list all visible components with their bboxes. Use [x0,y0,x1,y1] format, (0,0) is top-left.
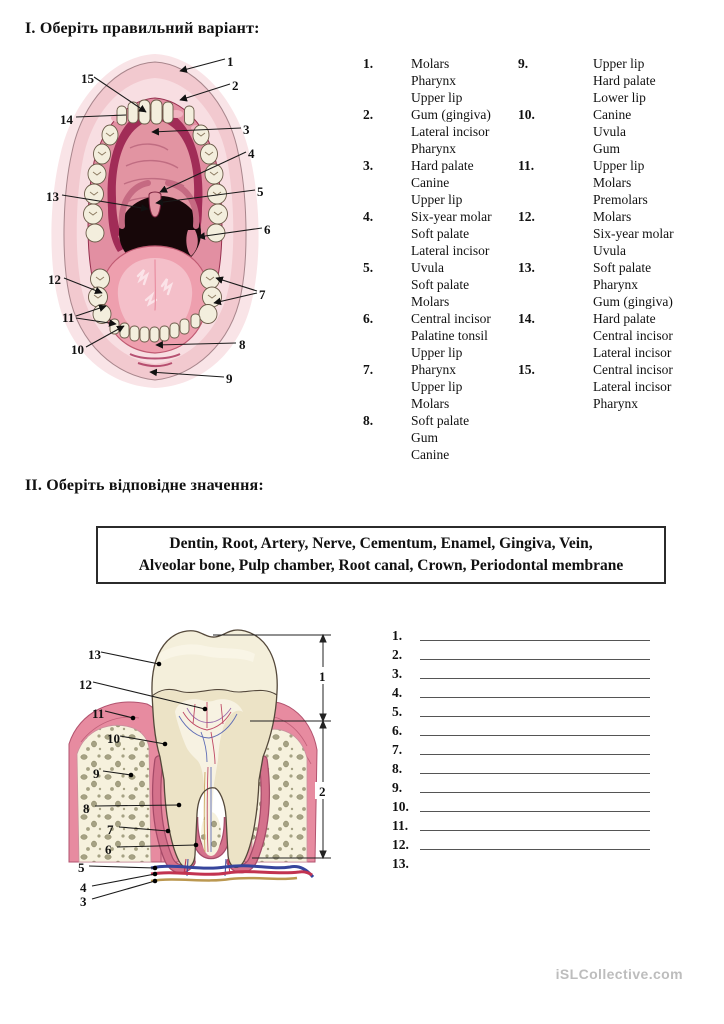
answer-blank[interactable] [420,640,650,641]
blank-row [392,684,654,703]
answer-option[interactable]: Upper lip [411,345,463,360]
question-item [518,55,693,106]
answer-option[interactable]: Palatine tonsil [411,328,488,343]
question-item [363,106,518,157]
answer-blank[interactable] [420,754,650,755]
options-column-2 [518,55,693,412]
blank-row [392,722,654,741]
question-number: 6. [363,311,374,326]
answer-option[interactable]: Soft palate [411,413,470,428]
blank-number: 2. [392,647,403,662]
question-item [363,310,518,361]
blank-number: 9. [392,780,403,795]
answer-blank[interactable] [420,849,650,850]
question-number: 7. [363,362,374,377]
answer-option[interactable]: Pharynx [411,73,456,88]
answer-blank[interactable] [420,678,650,679]
question-item [363,157,518,208]
answer-option[interactable]: Molars [593,209,632,224]
blank-row [392,703,654,722]
blank-number: 12. [392,837,409,852]
answer-option[interactable]: Central incisor [593,362,673,377]
answer-option[interactable]: Upper lip [411,90,463,105]
answer-option[interactable]: Molars [593,175,632,190]
question-number: 13. [518,260,535,275]
answer-option[interactable]: Molars [411,294,450,309]
answer-option[interactable]: Pharynx [411,141,456,156]
blank-row [392,741,654,760]
question-number: 14. [518,311,535,326]
answer-option[interactable]: Lateral incisor [593,345,672,360]
question-item [518,310,693,361]
question-item [518,259,693,310]
diagram-label: 5 [257,184,264,199]
answer-option[interactable]: Lateral incisor [411,124,490,139]
blank-row [392,665,654,684]
answer-option[interactable]: Gum [593,141,620,156]
question-number: 2. [363,107,374,122]
answer-option[interactable]: Hard palate [593,73,656,88]
blank-number: 5. [392,704,403,719]
diagram-label: 5 [78,860,85,875]
answer-option[interactable]: Central incisor [411,311,491,326]
diagram-label: 8 [239,337,246,352]
answer-blank[interactable] [420,716,650,717]
answer-option[interactable]: Central incisor [593,328,673,343]
blank-number: 11. [392,818,409,833]
islcollective-watermark: iSLCollective.com [555,966,683,982]
diagram-label: 3 [80,894,87,909]
answer-option[interactable]: Molars [411,56,450,71]
question-item [518,106,693,157]
answer-option[interactable]: Upper lip [593,158,645,173]
answer-option[interactable]: Gum (gingiva) [593,294,673,309]
diagram-label: 1 [227,54,234,69]
diagram-label: 10 [107,731,120,746]
answer-blank[interactable] [420,697,650,698]
blank-number: 4. [392,685,403,700]
blank-row [392,817,654,836]
diagram-label: 6 [105,842,112,857]
answer-blank[interactable] [420,811,650,812]
diagram-label: 7 [107,822,114,837]
blank-number: 3. [392,666,403,681]
word-bank-box [96,526,666,584]
diagram-label: 4 [80,880,87,895]
answer-option[interactable]: Uvula [593,124,626,139]
diagram-label: 9 [226,371,233,386]
blank-row [392,836,654,855]
answer-option[interactable]: Canine [411,175,450,190]
blank-row [392,760,654,779]
answer-blank[interactable] [420,830,650,831]
word-bank-line: Alveolar bone, Pulp chamber, Root canal, Crown, Periodontal membrane [138,557,624,574]
question-number: 5. [363,260,374,275]
question-number: 1. [363,56,374,71]
question-number: 3. [363,158,374,173]
question-number: 15. [518,362,535,377]
diagram-label: 13 [46,189,59,204]
section2-heading: II. Оберіть відповідне значення: [25,477,264,494]
blank-row [392,779,654,798]
answer-option[interactable]: Soft palate [411,226,470,241]
answer-option[interactable]: Canine [593,107,632,122]
question-number: 4. [363,209,374,224]
diagram-label: 12 [48,272,61,287]
diagram-label: 15 [81,71,94,86]
mouth-diagram [38,48,280,392]
nerve [151,878,297,881]
answer-option[interactable]: Pharynx [411,362,456,377]
question-item [363,259,518,310]
diagram-label: 4 [248,146,255,161]
diagram-label: 9 [93,766,100,781]
answer-blank-list [392,627,654,874]
word-bank-line: Dentin, Root, Artery, Nerve, Cementum, Enamel, Gingiva, Vein, [169,535,593,552]
blank-number: 13. [392,856,409,871]
answer-option[interactable]: Uvula [411,260,444,275]
diagram-label: 12 [79,677,92,692]
diagram-label: 14 [60,112,73,127]
blank-number: 6. [392,723,403,738]
diagram-label: 11 [62,310,75,325]
question-item [363,55,518,106]
tooth-cross-section-diagram [55,612,347,912]
answer-option[interactable]: Gum [411,430,438,445]
answer-option[interactable]: Molars [411,396,450,411]
diagram-label: 6 [264,222,271,237]
diagram-label: 2 [232,78,239,93]
options-column-1 [363,55,518,463]
answer-option[interactable]: Hard palate [593,311,656,326]
question-item [363,361,518,412]
blank-number: 1. [392,628,403,643]
question-number: 10. [518,107,535,122]
question-item [518,361,693,412]
answer-option[interactable]: Soft palate [411,277,470,292]
blank-number: 7. [392,742,403,757]
answer-option[interactable]: Lateral incisor [411,243,490,258]
question-item [363,412,518,463]
answer-option[interactable]: Lateral incisor [593,379,672,394]
question-item [518,208,693,259]
blank-row [392,646,654,665]
question-number: 11. [518,158,535,173]
answer-blank[interactable] [420,659,650,660]
diagram-label: 11 [92,706,105,721]
question-number: 12. [518,209,535,224]
answer-option[interactable]: Hard palate [411,158,474,173]
question-item [518,157,693,208]
blank-row [392,798,654,817]
answer-option[interactable]: Pharynx [593,396,638,411]
answer-option[interactable]: Gum (gingiva) [411,107,491,122]
question-item [363,208,518,259]
bracket-label-root: 2 [319,784,326,799]
blank-number: 10. [392,799,409,814]
blank-row [392,627,654,646]
answer-option[interactable]: Lower lip [593,90,646,105]
answer-option[interactable]: Pharynx [593,277,638,292]
answer-option[interactable]: Upper lip [593,56,645,71]
answer-option[interactable]: Upper lip [411,192,463,207]
artery [151,872,312,875]
mouth-illustration [51,54,258,388]
answer-blank[interactable] [420,792,650,793]
blank-number: 8. [392,761,403,776]
diagram-label: 8 [83,801,90,816]
answer-option[interactable]: Six-year molar [593,226,674,241]
answer-option[interactable]: Uvula [593,243,626,258]
question-number: 9. [518,56,529,71]
diagram-label: 10 [71,342,84,357]
answer-option[interactable]: Canine [411,447,450,462]
blank-row [392,855,654,874]
section1-heading: I. Оберіть правильний варіант: [25,20,260,37]
bracket-label-crown: 1 [319,669,326,684]
answer-blank[interactable] [420,773,650,774]
diagram-label: 3 [243,122,250,137]
answer-option[interactable]: Six-year molar [411,209,492,224]
diagram-label: 13 [88,647,101,662]
answer-option[interactable]: Upper lip [411,379,463,394]
answer-blank[interactable] [420,735,650,736]
answer-option[interactable]: Premolars [593,192,648,207]
diagram-label: 7 [259,287,266,302]
enamel [152,630,277,698]
question-number: 8. [363,413,374,428]
answer-option[interactable]: Soft palate [593,260,652,275]
uvula [149,192,161,217]
